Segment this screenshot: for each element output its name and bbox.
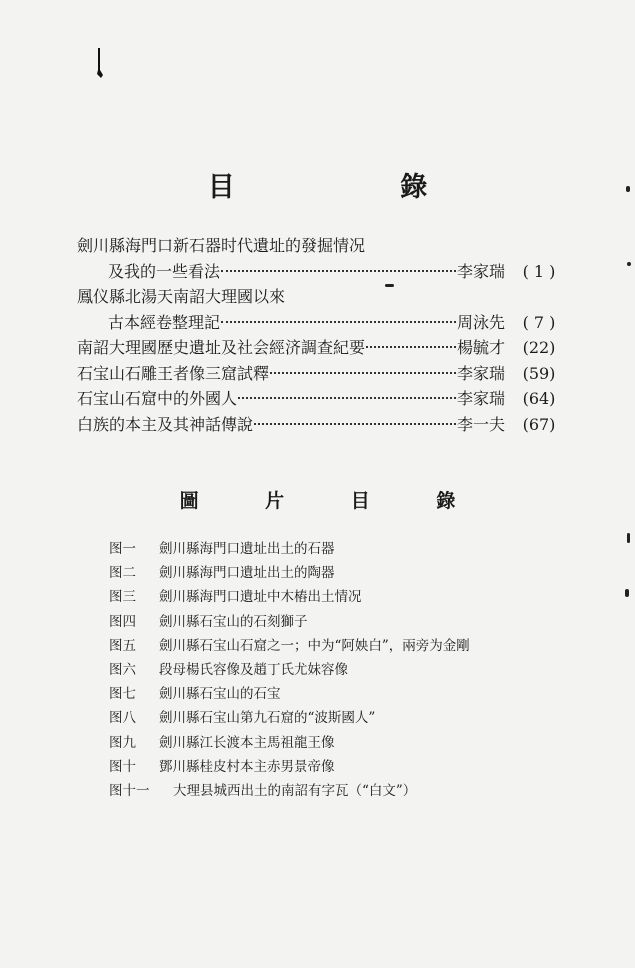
toc-entry-author: 楊毓才: [456, 338, 505, 357]
figure-caption: 大理县城西出土的南詔有字瓦（“白文”）: [173, 782, 417, 799]
figure-caption: 段母楊氏容像及趙丁氏尤妹容像: [159, 661, 348, 678]
figure-number: 图十: [109, 758, 136, 775]
figure-caption: 劍川縣江长渡本主馬祖龍王像: [159, 734, 335, 751]
toc-entry: [77, 386, 567, 412]
leader-dots: [221, 270, 456, 272]
figure-caption: 劍川縣石宝山的石刻獅子: [159, 613, 308, 630]
figure-entry: [109, 634, 579, 658]
figure-entry: [109, 658, 579, 682]
figure-caption: 鄧川縣桂皮村本主赤男景帝像: [159, 758, 335, 775]
toc-entry-page: ( 7 ): [522, 312, 556, 332]
figure-caption: 劍川縣海門口遺址出土的石器: [159, 541, 335, 557]
toc-entry-title: 古本經卷整理記: [108, 312, 221, 332]
figure-entry: [109, 755, 579, 779]
figure-caption: 劍川縣海門口遺址中木樁出土情况: [159, 589, 362, 606]
table-of-contents: [77, 233, 567, 437]
figure-entry: [109, 706, 579, 730]
figure-list: [109, 537, 579, 803]
figure-entry: [109, 537, 579, 561]
toc-entry: [77, 284, 567, 310]
toc-entry-title: 劍川縣海門口新石器时代遺址的發掘情况: [77, 236, 366, 255]
figure-number: 图六: [109, 661, 136, 678]
toc-entry-title: 白族的本主及其神話傳說: [77, 414, 254, 434]
figure-caption: 劍川縣石宝山第九石窟的“波斯國人”: [159, 710, 376, 727]
leader-dots: [254, 423, 456, 425]
figure-number: 图七: [109, 686, 136, 703]
figure-caption: 劍川縣石宝山的石宝: [159, 686, 281, 703]
speck: [626, 186, 630, 192]
toc-entry: [77, 259, 567, 285]
leader-dots: [270, 372, 456, 374]
toc-entry-author: 周泳先: [456, 312, 505, 332]
speck: [627, 533, 630, 543]
figure-number: 图九: [109, 734, 136, 751]
toc-entry-title: 石宝山石雕王者像三窟試釋: [77, 363, 270, 383]
figure-caption: 劍川縣海門口遺址出土的陶器: [159, 565, 335, 582]
toc-entry-page: (64): [522, 389, 556, 408]
figure-number: 图一: [109, 541, 136, 557]
speck: [625, 589, 629, 597]
toc-entry-page: (59): [522, 363, 556, 383]
leader-dots: [238, 397, 456, 399]
figure-entry: [109, 610, 579, 634]
toc-entry-author: 李家瑞: [456, 363, 505, 383]
toc-entry: [77, 361, 567, 387]
figure-entry: [109, 731, 579, 755]
toc-entry-page: ( 1 ): [522, 261, 556, 281]
leader-dots: [366, 346, 456, 348]
toc-entry-author: 李家瑞: [456, 261, 505, 281]
figure-entry: [109, 585, 579, 609]
figure-number: 图四: [109, 613, 136, 630]
toc-entry: [77, 335, 567, 361]
figure-entry: [109, 561, 579, 585]
figure-number: 图八: [109, 710, 136, 727]
toc-entry: [77, 233, 567, 259]
page-title: 目 錄: [207, 172, 506, 203]
toc-entry-title: 鳳仪縣北湯天南詔大理國以來: [77, 287, 286, 306]
figure-number: 图二: [109, 565, 136, 582]
toc-entry-title: 及我的一些看法: [108, 261, 221, 281]
figure-number: 图三: [109, 589, 136, 606]
speck: [627, 262, 631, 266]
toc-entry-author: 李家瑞: [456, 389, 505, 408]
figures-title: 圖 片 目 錄: [179, 490, 486, 512]
ink-mark: [95, 48, 103, 78]
figure-caption: 劍川縣石宝山石窟之一；中为“阿姎白”，兩旁为金剛: [159, 637, 470, 654]
speck: [385, 284, 394, 287]
figure-entry: [109, 779, 579, 803]
toc-entry: [77, 310, 567, 336]
figure-number: 图十一: [109, 782, 150, 799]
toc-entry-page: (67): [522, 414, 556, 434]
figure-number: 图五: [109, 637, 136, 654]
toc-entry: [77, 412, 567, 438]
figure-entry: [109, 682, 579, 706]
leader-dots: [221, 321, 456, 323]
toc-entry-page: (22): [522, 338, 556, 357]
toc-entry-title: 南詔大理國歷史遺址及社会經济調查紀要: [77, 338, 366, 357]
toc-entry-title: 石宝山石窟中的外國人: [77, 389, 238, 408]
toc-entry-author: 李一夫: [456, 414, 505, 434]
